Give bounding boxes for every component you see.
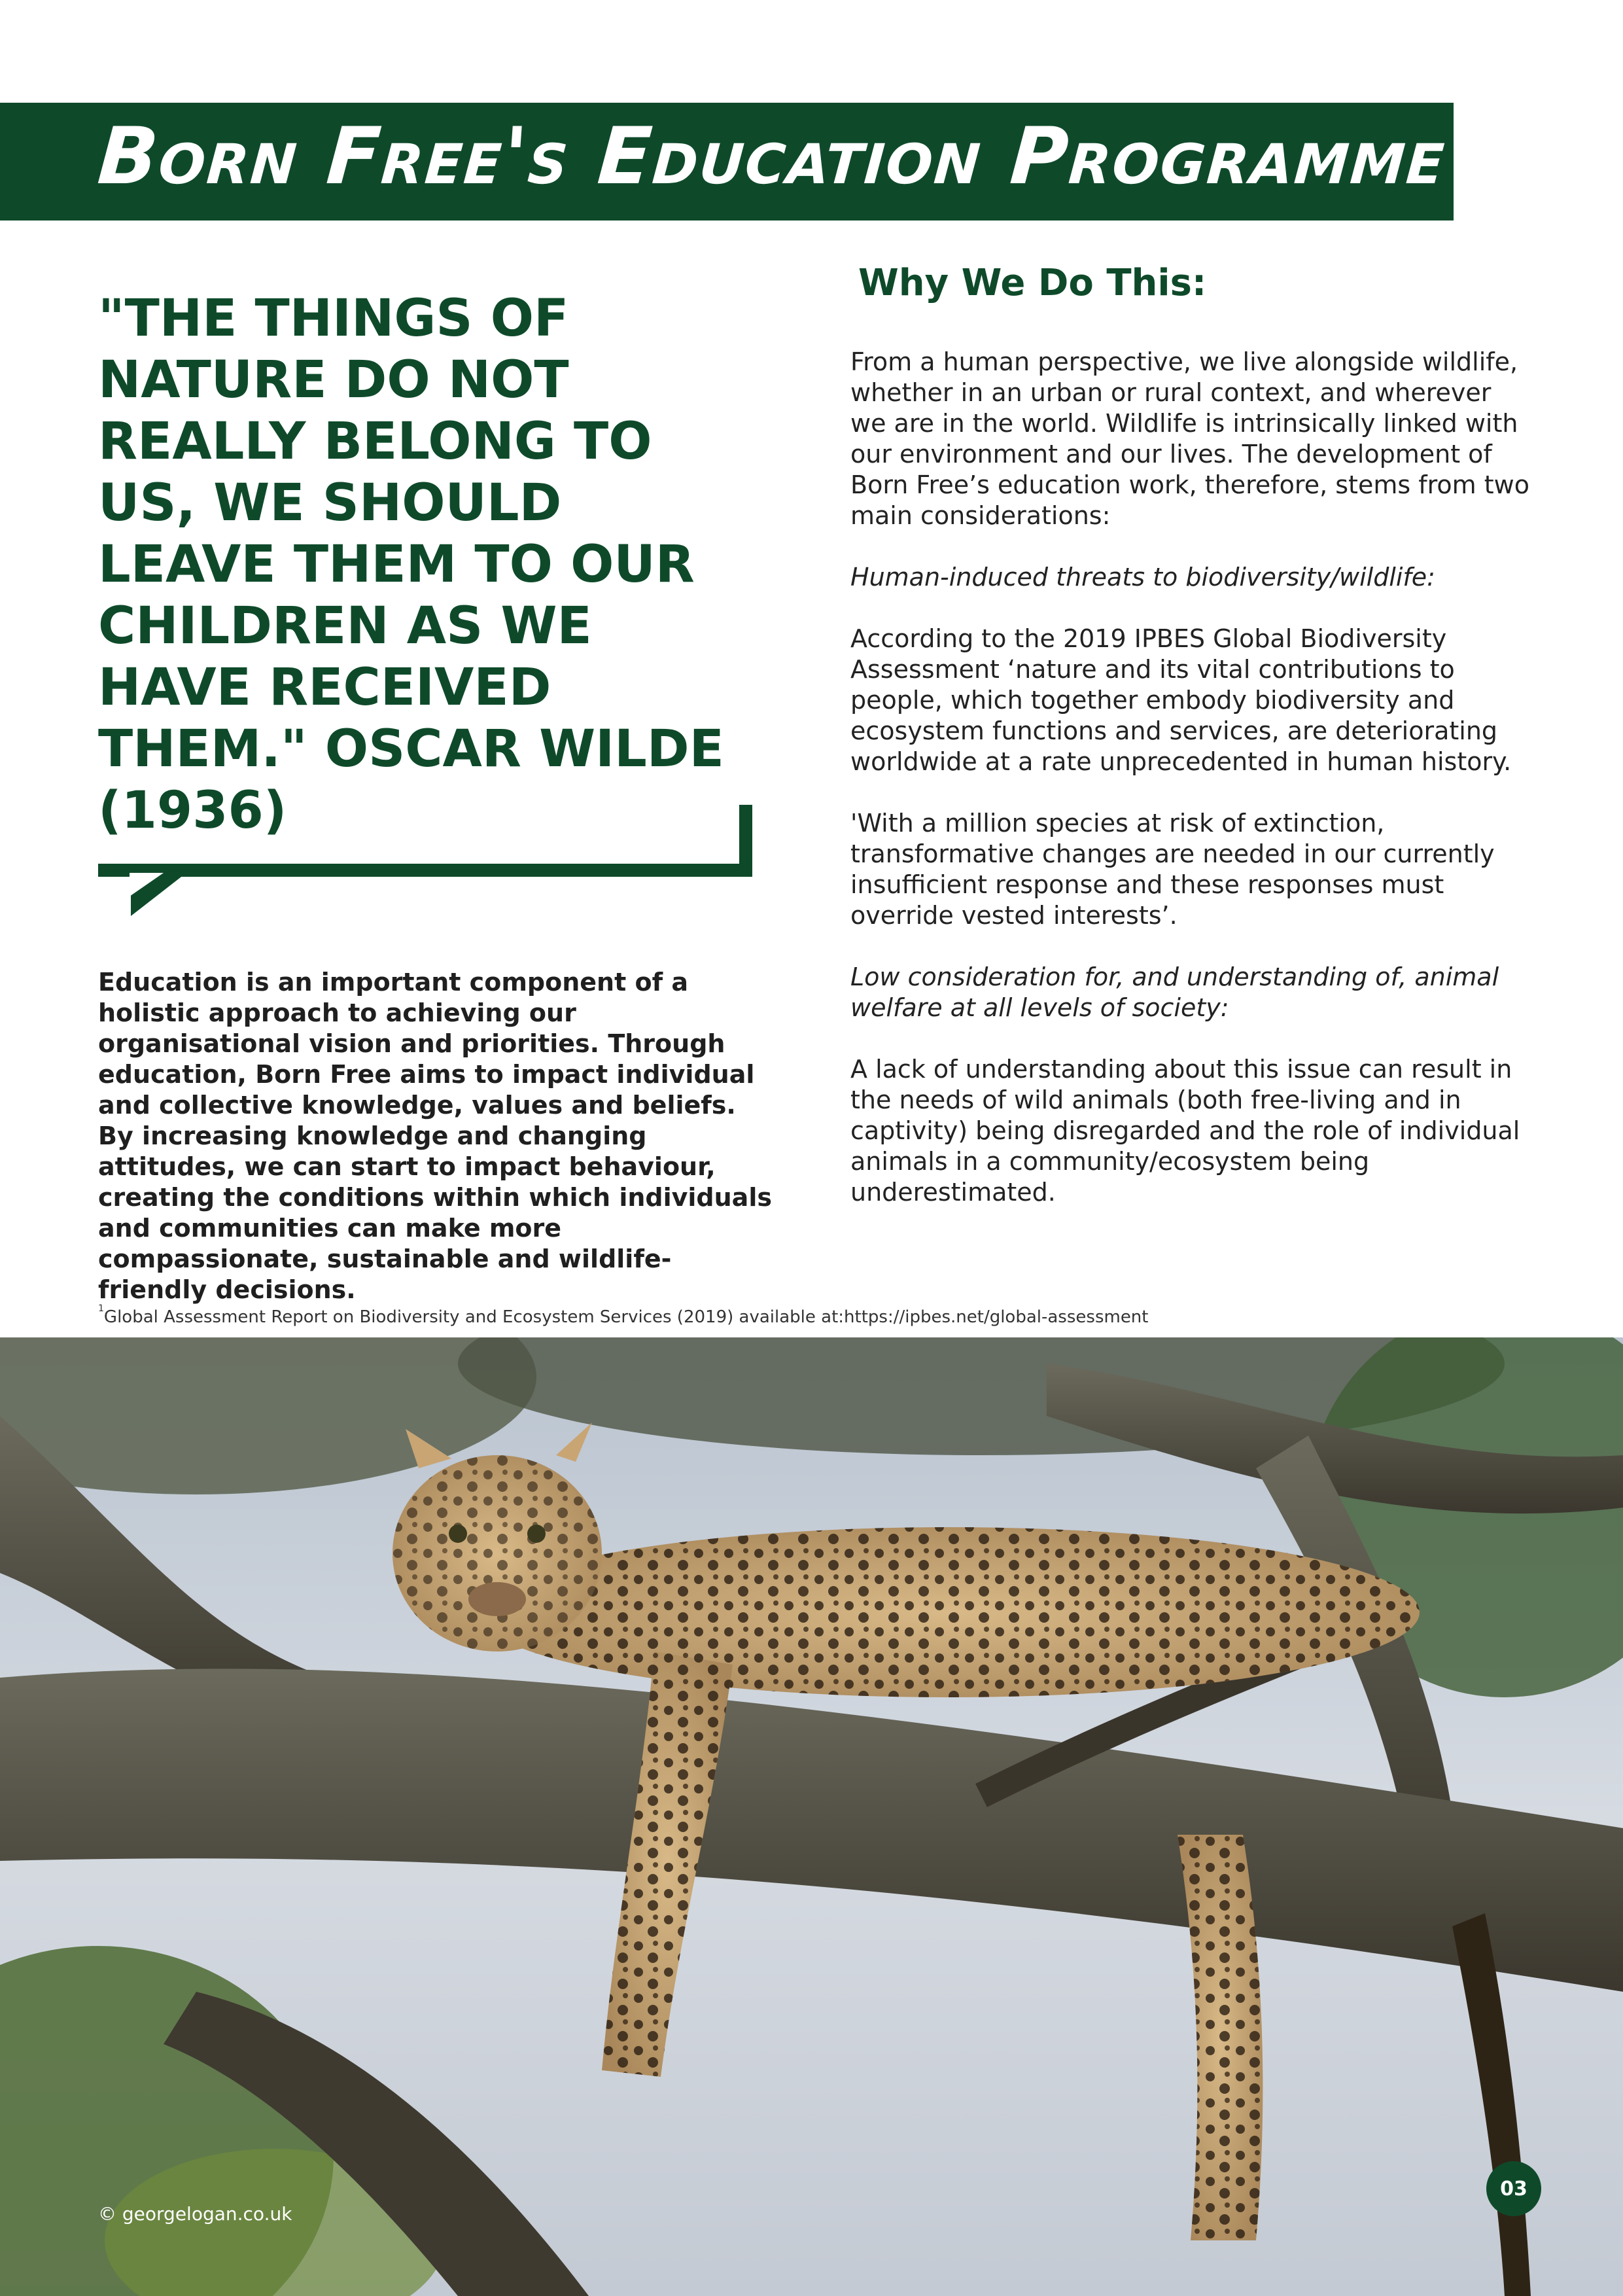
- pull-quote: "THE THINGS OF NATURE DO NOT REALLY BELONG TO US, WE SHOULD LEAVE THEM TO OUR CHILDREN AS WE HAVE RECEIVED THEM." OSCAR WILDE (1936): [98, 289, 724, 840]
- why-paragraph-1: From a human perspective, we live alongside wildlife, whether in an urban or rural context, and wherever we are in the world. Wildlife is intrinsically linked with our environment and our lives. The development of Born Free’s education work, therefore, stems from two main considerations:: [850, 347, 1529, 530]
- footnote-text: Global Assessment Report on Biodiversity and Ecosystem Services (2019) available at:https://ipbes.net/global-assessment: [103, 1307, 1149, 1327]
- why-paragraph-3: 'With a million species at risk of extinction, transformative changes are needed in our currently insufficient response and these responses must override vested interests’.: [850, 809, 1495, 930]
- intro-paragraph: Education is an important component of a holistic approach to achieving our organisational vision and priorities. Through education, Born Free aims to impact individual and collective knowledge, values and beliefs. By increasing knowledge and changing attitudes, we can start to impact behaviour, creating the conditions within which individuals and communities can make more compassionate, sustainable and wildlife-friendly decisions.: [98, 968, 772, 1304]
- page-number-badge: 03: [1486, 2161, 1541, 2216]
- section-title-why: Why We Do This:: [858, 262, 1207, 304]
- leopard-photo: [0, 1337, 1623, 2296]
- footnote-marker: 1: [98, 1303, 104, 1314]
- why-paragraph-2: According to the 2019 IPBES Global Biodiversity Assessment ‘nature and its vital contributions to people, which together embody biodiversity and ecosystem functions and services, are deteriorating worldwide at a rate unprecedented in human history.: [850, 624, 1512, 776]
- photo-credit: © georgelogan.co.uk: [98, 2203, 292, 2225]
- why-paragraph-4: A lack of understanding about this issue can result in the needs of wild animals (both free-living and in captivity) being disregarded and the role of individual animals in a community/ecosystem being underestimated.: [850, 1055, 1520, 1207]
- leopard-in-tree-image: [0, 1337, 1623, 2296]
- footnote: [98, 1303, 1149, 1327]
- why-subheading-threats: Human-induced threats to biodiversity/wildlife:: [850, 563, 1435, 592]
- why-body: [850, 347, 1531, 1239]
- speech-bubble-outline: [92, 798, 759, 923]
- why-subheading-welfare: Low consideration for, and understanding of, animal welfare at all levels of society:: [850, 963, 1499, 1022]
- page-title: Born Free's Education Programme: [95, 111, 1449, 202]
